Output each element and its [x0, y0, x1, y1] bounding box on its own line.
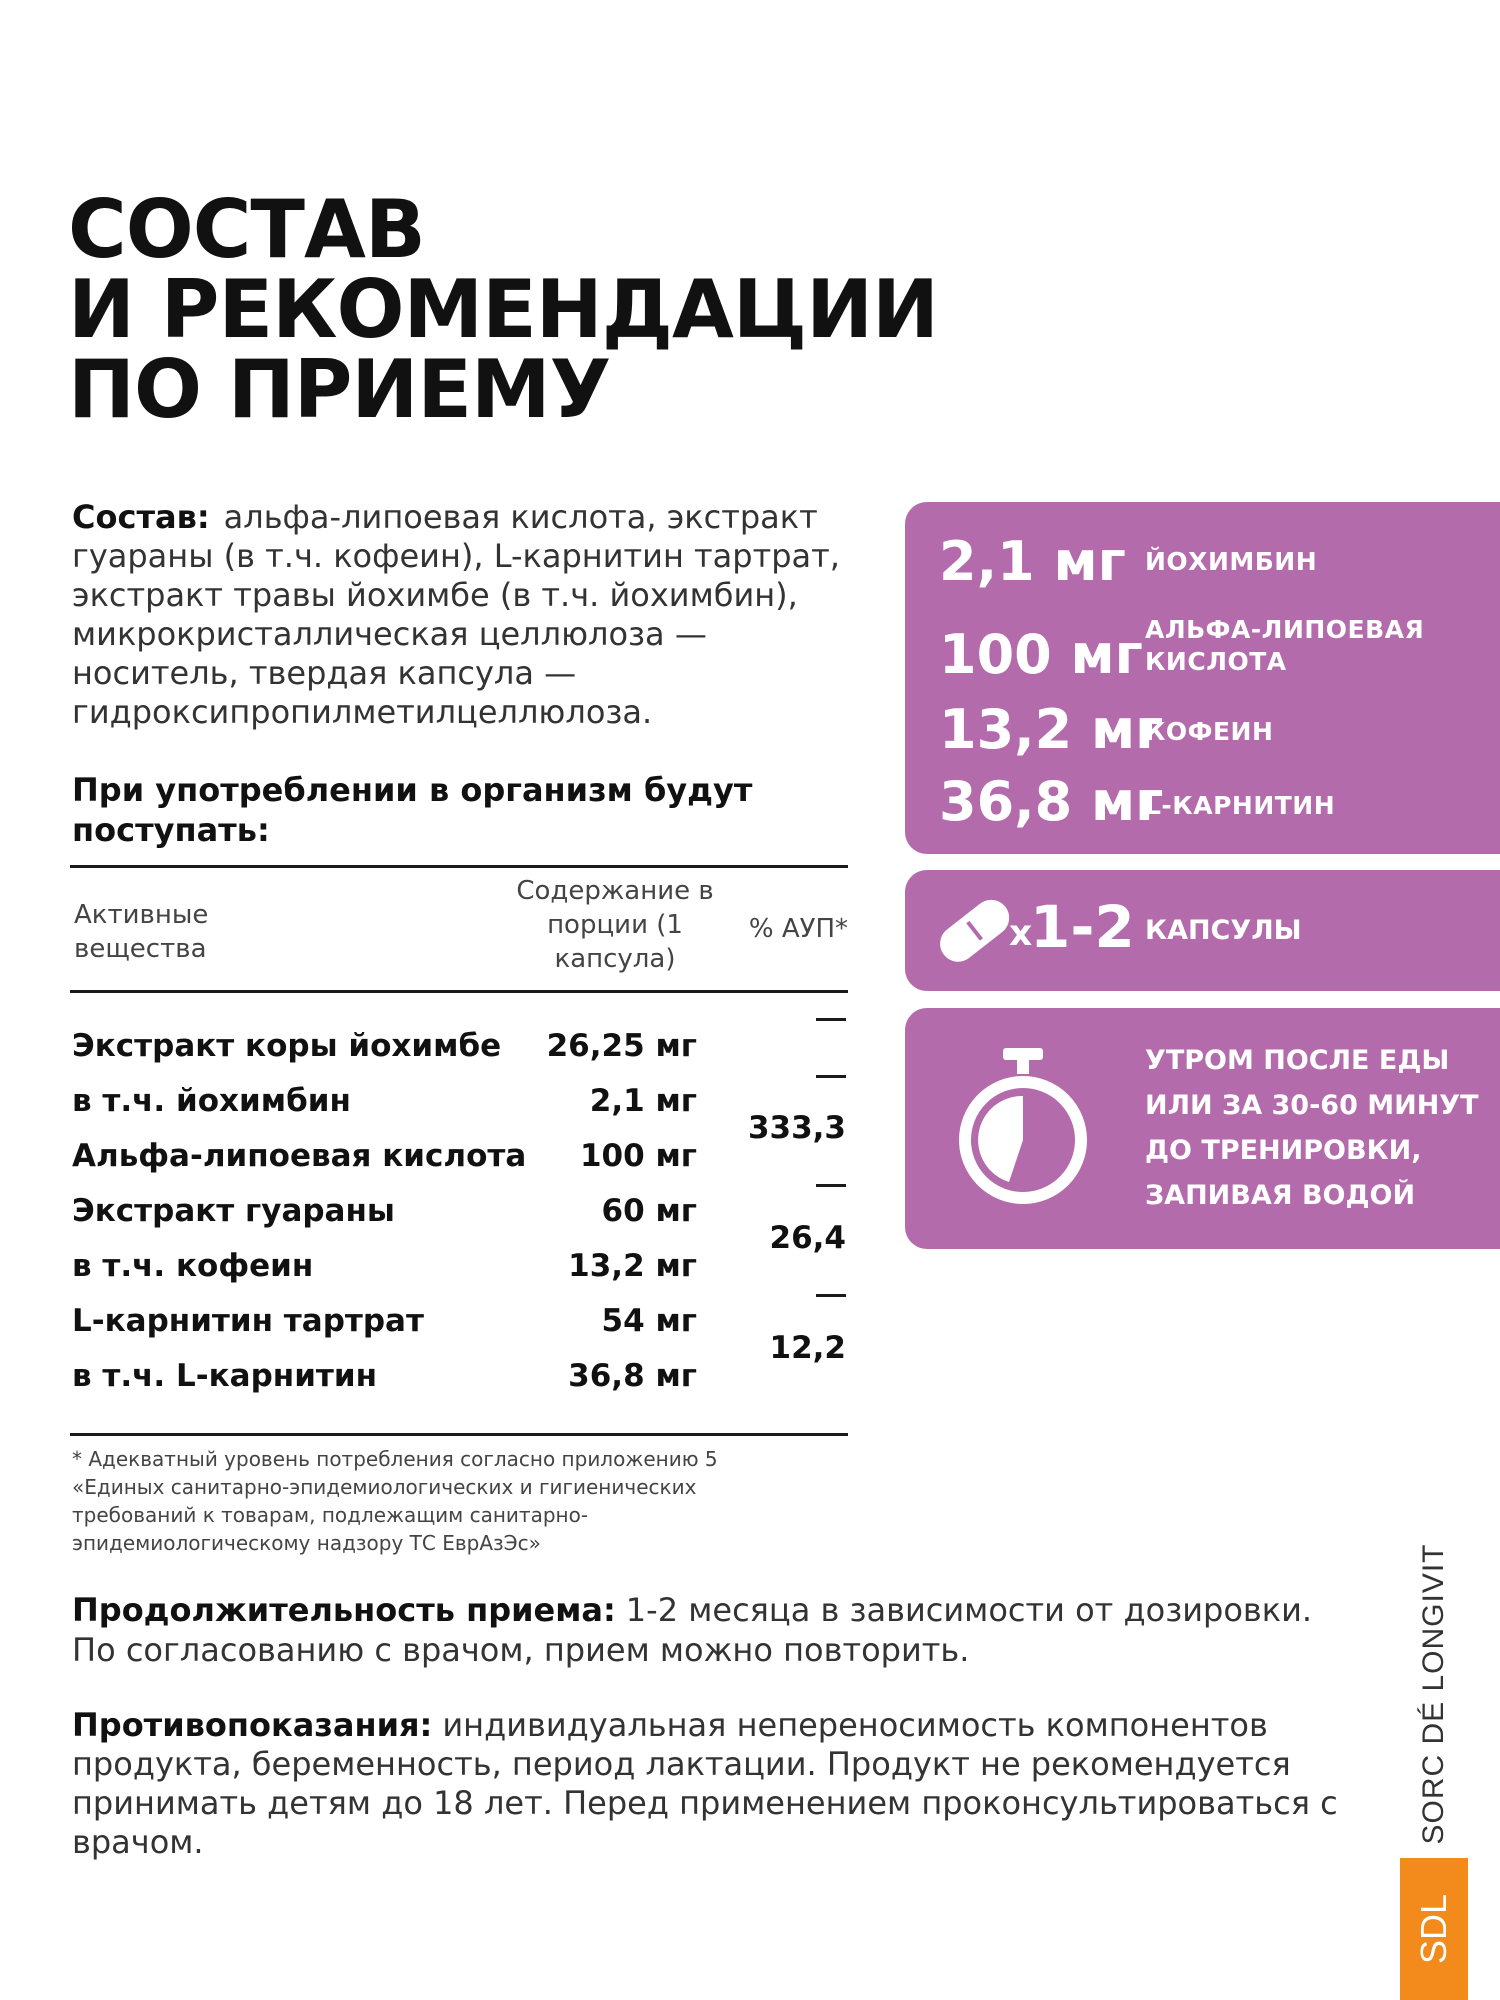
capsules-label: КАПСУЛЫ: [1145, 915, 1302, 946]
aup-value-caffeine: 26,4: [769, 1220, 846, 1256]
dosage-panel: [905, 502, 1500, 854]
row-name: Экстракт гуараны: [72, 1193, 395, 1229]
capsules-x: x: [1009, 913, 1033, 954]
dose-name-caffeine: КОФЕИН: [1145, 717, 1274, 746]
row-name: в т.ч. йохимбин: [72, 1083, 351, 1119]
title-line-1: СОСТАВ: [68, 183, 425, 276]
row-amount: 60 мг: [601, 1193, 697, 1229]
composition-paragraph: [72, 498, 862, 732]
row-amount: 36,8 мг: [568, 1358, 697, 1394]
duration-paragraph: [72, 1590, 1362, 1670]
table-row: [72, 1028, 697, 1068]
aup-dash: [816, 1184, 846, 1187]
dose-yohimbine: 2,1 мг: [939, 530, 1126, 593]
composition-text: альфа-липоевая кислота, экстракт гуараны (в т.ч. кофеин), L-карнитин тартрат, экстракт травы йохимбе (в т.ч. йохимбин), микрокристаллическая целлюлоза — носитель, твердая капсула — гидроксипропилметилцеллюлоза.: [72, 498, 840, 731]
dose-name-yohimbine: ЙОХИМБИН: [1145, 547, 1318, 576]
page-title: [68, 183, 938, 436]
table-row: [72, 1248, 697, 1288]
table-row: [72, 1193, 697, 1233]
title-line-2: И РЕКОМЕНДАЦИИ: [68, 263, 938, 356]
brand-logo-block: [1400, 1858, 1468, 2000]
duration-text: 1-2 месяца в зависимости от дозировки. По согласованию с врачом, прием можно повторить.: [72, 1591, 1313, 1669]
header-content-per-serving: Содержание в порции (1 капсула): [516, 876, 714, 974]
stopwatch-icon: [955, 1046, 1091, 1206]
capsules-panel: [905, 870, 1500, 991]
row-amount: 13,2 мг: [568, 1248, 697, 1284]
composition-label: Состав:: [72, 498, 210, 536]
brand-short: SDL: [1413, 1893, 1454, 1965]
aup-value-carnitine: 12,2: [769, 1330, 846, 1366]
row-name: L-карнитин тартрат: [72, 1303, 424, 1339]
table-header-rule: [70, 990, 848, 993]
row-amount: 26,25 мг: [546, 1028, 697, 1064]
table-top-rule: [70, 865, 848, 868]
aup-dash: [816, 1018, 846, 1021]
header-aup: % АУП*: [748, 914, 848, 944]
capsules-count: 1-2: [1030, 893, 1135, 961]
brand-strip: [1400, 1540, 1468, 1848]
duration-label: Продолжительность приема:: [72, 1591, 616, 1629]
intake-heading: При употреблении в организм будут поступать:: [72, 771, 753, 849]
table-row: [72, 1358, 697, 1398]
row-name: Альфа-липоевая кислота: [72, 1138, 527, 1174]
table-row: [72, 1083, 697, 1123]
timing-text: УТРОМ ПОСЛЕ ЕДЫ ИЛИ ЗА 30-60 МИНУТ ДО ТРЕНИРОВКИ, ЗАПИВАЯ ВОДОЙ: [1145, 1045, 1479, 1211]
table-row: [72, 1138, 697, 1178]
row-amount: 54 мг: [601, 1303, 697, 1339]
row-amount: 100 мг: [579, 1138, 697, 1174]
aup-value-yohimbine: 333,3: [747, 1110, 846, 1146]
title-line-3: ПО ПРИЕМУ: [68, 343, 611, 436]
table-row: [72, 1303, 697, 1343]
row-name: в т.ч. кофеин: [72, 1248, 314, 1284]
row-amount: 2,1 мг: [589, 1083, 697, 1119]
aup-dash: [816, 1294, 846, 1297]
table-bottom-rule: [70, 1433, 848, 1436]
contraindications-paragraph: [72, 1706, 1362, 1862]
footnote: * Адекватный уровень потребления согласно приложению 5 «Единых санитарно-эпидемиологических и гигиенических требований к товарам, подлежащим санитарно-эпидемиологическому надзору ТС ЕврАзЭс»: [72, 1447, 718, 1555]
capsule-icon: [935, 894, 1013, 966]
dose-carnitine: 36,8 мг: [939, 770, 1164, 833]
contraindications-text: индивидуальная непереносимость компонентов продукта, беременность, период лактации. Продукт не рекомендуется принимать детям до 18 лет. Перед применением проконсультироваться с врачом.: [72, 1706, 1338, 1861]
dose-caffeine: 13,2 мг: [939, 698, 1164, 761]
dose-name-alpha-lipoic: АЛЬФА-ЛИПОЕВАЯ КИСЛОТА: [1145, 615, 1425, 676]
dose-alpha-lipoic: 100 мг: [939, 623, 1143, 686]
header-active-substances: Активные вещества: [74, 900, 209, 964]
contraindications-label: Противопоказания:: [72, 1706, 433, 1744]
row-name: в т.ч. L-карнитин: [72, 1358, 378, 1394]
brand-name: SORC DÉ LONGIVIT: [1417, 1543, 1450, 1845]
row-name: Экстракт коры йохимбе: [72, 1028, 502, 1064]
timing-panel: [905, 1008, 1500, 1249]
dose-name-carnitine: L-КАРНИТИН: [1145, 791, 1336, 820]
aup-dash: [816, 1075, 846, 1078]
